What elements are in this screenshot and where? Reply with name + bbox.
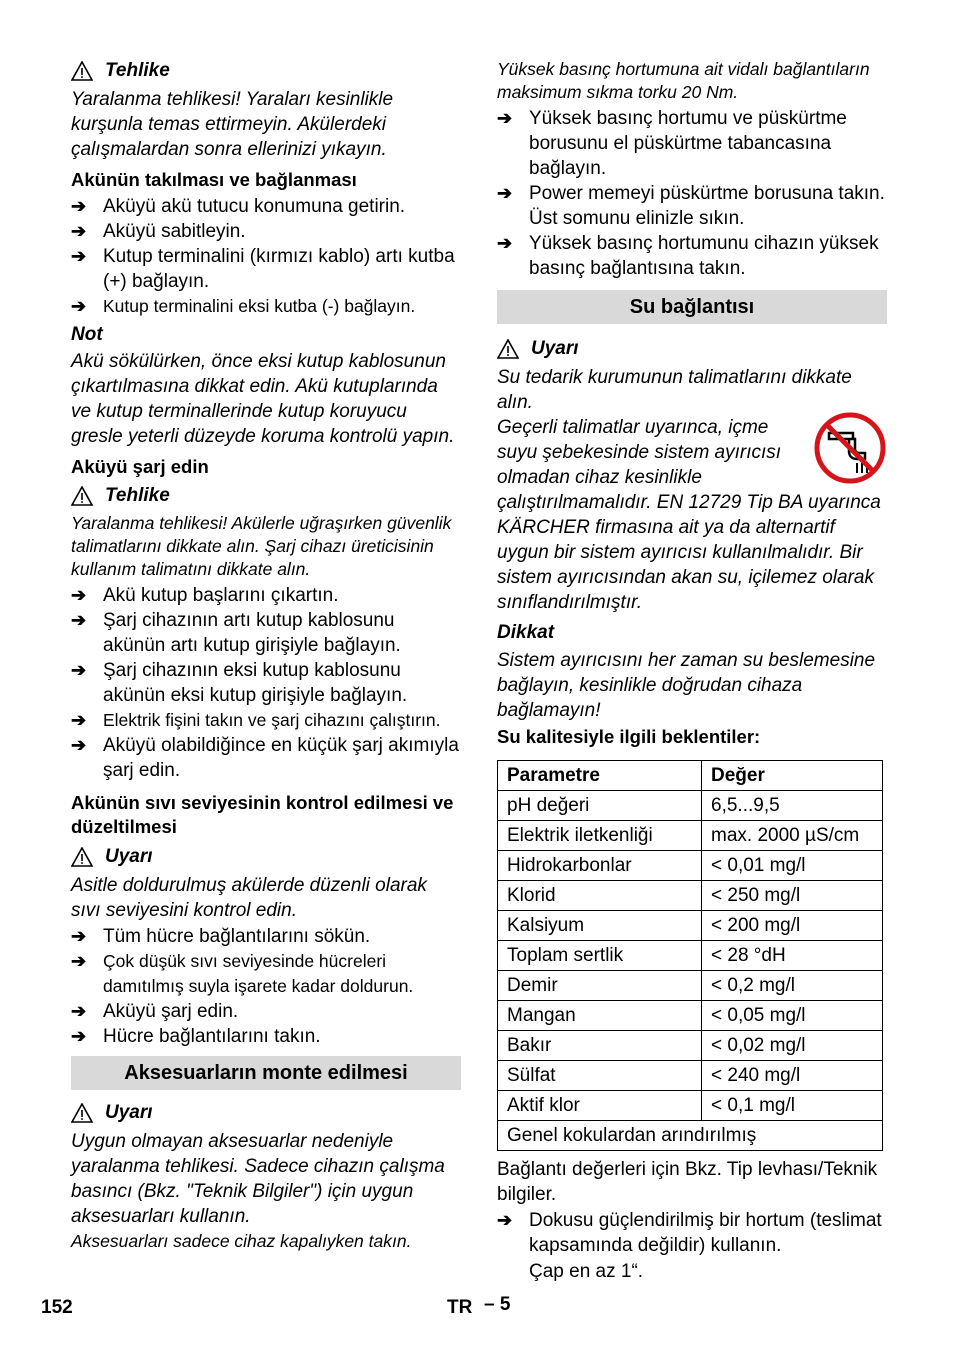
step-item [71, 583, 461, 608]
step-text: Aküyü olabildiğince en küçük şarj akımıyla şarj edin. [103, 735, 459, 781]
warning-text: Yaralanma tehlikesi! Akülerle uğraşırken güvenlik talimatlarını dikkate alın. Şarj cihazı üreticisinin kullanım talimatını dikkate alın. [71, 513, 452, 579]
table-row [498, 1031, 883, 1061]
warning-triangle-icon [71, 847, 93, 867]
arrow-right-icon: ➔ [71, 926, 87, 946]
quality-heading: Su kalitesiyle ilgili beklentiler: [497, 726, 761, 747]
value-cell: < 250 mg/l [702, 881, 883, 911]
value-cell: < 0,01 mg/l [702, 851, 883, 881]
value-cell: < 0,1 mg/l [702, 1091, 883, 1121]
section-heading: Akünün sıvı seviyesinin kontrol edilmesi ve düzeltilmesi [71, 792, 454, 837]
table-row [498, 1001, 883, 1031]
step-list [497, 106, 887, 281]
arrow-right-icon: ➔ [497, 183, 513, 203]
table-row [498, 821, 883, 851]
warning-text: Yaralanma tehlikesi! Yaraları kesinlikle kurşunla temas ettirmeyin. Akülerdeki çalışmalardan sonra ellerinizi yıkayın. [71, 89, 394, 160]
value-cell: < 0,02 mg/l [702, 1031, 883, 1061]
table-header-cell: Değer [702, 761, 883, 791]
step-item [71, 194, 461, 219]
parameter-cell: pH değeri [498, 791, 702, 821]
step-item [71, 608, 461, 658]
step-list [71, 924, 461, 1049]
arrow-right-icon: ➔ [497, 1210, 513, 1230]
parameter-cell: Kalsiyum [498, 911, 702, 941]
value-cell: < 0,2 mg/l [702, 971, 883, 1001]
arrow-right-icon: ➔ [71, 710, 87, 730]
no-drinking-water-icon [813, 411, 887, 485]
warning-title-caution-2: Uyarı [71, 1100, 461, 1125]
parameter-cell: Elektrik iletkenliği [498, 821, 702, 851]
left-column [71, 58, 461, 1254]
step-text: Aküyü şarj edin. [103, 1001, 239, 1022]
step-list [497, 1208, 887, 1258]
water-quality-table [497, 760, 883, 1151]
step-text: Şarj cihazının eksi kutup kablosunu akünün eksi kutup girişiyle bağlayın. [103, 660, 408, 706]
note-title: Not [71, 324, 103, 345]
step-item [71, 733, 461, 783]
value-cell: < 0,05 mg/l [702, 1001, 883, 1031]
warning-triangle-icon [71, 486, 93, 506]
parameter-cell: Toplam sertlik [498, 941, 702, 971]
diameter-text: Çap en az 1“. [529, 1261, 644, 1282]
step-item [71, 1024, 461, 1049]
parameter-cell: Demir [498, 971, 702, 1001]
note-text: Akü sökülürken, önce eksi kutup kablosunun çıkartılmasına dikkat edin. Akü kutuplarında ve kutup terminallerinde kutup koruyucu gresle yeterli düzeyde koruma kontrolü yapın. [71, 351, 455, 447]
parameter-cell: Mangan [498, 1001, 702, 1031]
step-text: Akü kutup başlarını çıkartın. [103, 585, 339, 606]
table-footer-row [498, 1121, 883, 1151]
step-item [71, 219, 461, 244]
table-row [498, 791, 883, 821]
step-text: Hücre bağlantılarını takın. [103, 1026, 321, 1047]
step-text: Aküyü akü tutucu konumuna getirin. [103, 196, 406, 217]
table-header-row [498, 761, 883, 791]
warning-triangle-icon [71, 1103, 93, 1123]
warning-text: Geçerli talimatlar uyarınca, içme suyu şebekesinde sistem ayırıcısı olmadan cihaz kesinlikle çalıştırılmamalıdır. EN 12729 Tip BA uyarınca KÄRCHER firmasına ait ya da alternartif uygun bir sistem ayırıcısı kullanılmalıdır. Bir sistem ayırıcısından akan su, içilemez olarak sınıflandırılmıştır. [497, 415, 885, 615]
value-cell: 6,5...9,5 [702, 791, 883, 821]
section-heading: Akünün takılması ve bağlanması [71, 169, 357, 190]
step-text: Tüm hücre bağlantılarını sökün. [103, 926, 371, 947]
step-item [71, 294, 461, 319]
warning-title-danger-2: Tehlike [71, 483, 461, 508]
table-row [498, 911, 883, 941]
step-item [497, 181, 887, 231]
language-code: TR [447, 1297, 473, 1318]
step-item [71, 999, 461, 1024]
parameter-cell: Klorid [498, 881, 702, 911]
step-text: Aküyü sabitleyin. [103, 221, 246, 242]
arrow-right-icon: ➔ [71, 296, 87, 316]
arrow-right-icon: ➔ [71, 1001, 87, 1021]
value-cell: < 28 °dH [702, 941, 883, 971]
torque-note: Yüksek basınç hortumuna ait vidalı bağlantıların maksimum sıkma torku 20 Nm. [497, 59, 870, 102]
step-item [71, 924, 461, 949]
parameter-cell: Sülfat [498, 1061, 702, 1091]
arrow-right-icon: ➔ [71, 735, 87, 755]
step-item [497, 106, 887, 181]
arrow-right-icon: ➔ [71, 951, 87, 971]
warning-text: Su tedarik kurumunun talimatlarını dikkate alın. [497, 367, 852, 413]
arrow-right-icon: ➔ [497, 233, 513, 253]
step-item [71, 658, 461, 708]
arrow-right-icon: ➔ [71, 221, 87, 241]
value-cell: < 240 mg/l [702, 1061, 883, 1091]
warning-text: Asitle doldurulmuş akülerde düzenli olarak sıvı seviyesini kontrol edin. [71, 875, 427, 921]
step-text: Çok düşük sıvı seviyesinde hücreleri damıtılmış suyla işarete kadar doldurun. [103, 951, 414, 996]
page-number: 152 [41, 1297, 73, 1318]
section-heading: Aküyü şarj edin [71, 456, 209, 477]
section-bar: Aksesuarların monte edilmesi [71, 1056, 461, 1090]
warning-title-danger-1: Tehlike [71, 58, 461, 83]
step-text: Kutup terminalini (kırmızı kablo) artı kutba (+) bağlayın. [103, 246, 455, 292]
value-cell: max. 2000 µS/cm [702, 821, 883, 851]
step-text: Elektrik fişini takın ve şarj cihazını çalıştırın. [103, 710, 441, 730]
step-item [497, 231, 887, 281]
connection-text: Bağlantı değerleri için Bkz. Tip levhası/Teknik bilgiler. [497, 1159, 878, 1205]
step-text: Yüksek basınç hortumunu cihazın yüksek basınç bağlantısına takın. [529, 233, 879, 279]
warning-text: Aksesuarları sadece cihaz kapalıyken takın. [71, 1231, 412, 1251]
warning-title-caution-1: Uyarı [71, 844, 461, 869]
table-row [498, 881, 883, 911]
table-header-cell: Parametre [498, 761, 702, 791]
parameter-cell: Hidrokarbonlar [498, 851, 702, 881]
step-text: Şarj cihazının artı kutup kablosunu akünün artı kutup girişiyle bağlayın. [103, 610, 401, 656]
warning-triangle-icon [497, 339, 519, 359]
step-list [71, 583, 461, 783]
arrow-right-icon: ➔ [71, 196, 87, 216]
table-row [498, 1091, 883, 1121]
step-item [71, 949, 461, 999]
caution-text: Sistem ayırıcısını her zaman su beslemesine bağlayın, kesinlikle doğrudan cihaza bağlamayın! [497, 650, 876, 721]
arrow-right-icon: ➔ [71, 1026, 87, 1046]
table-footer-cell: Genel kokulardan arındırılmış [498, 1121, 883, 1151]
table-row [498, 1061, 883, 1091]
step-text: Kutup terminalini eksi kutba (-) bağlayın. [103, 296, 416, 316]
table-row [498, 971, 883, 1001]
step-text: Dokusu güçlendirilmiş bir hortum (teslimat kapsamında değildir) kullanın. [529, 1210, 882, 1256]
table-row [498, 851, 883, 881]
arrow-right-icon: ➔ [71, 660, 87, 680]
arrow-right-icon: ➔ [71, 246, 87, 266]
step-item [71, 708, 461, 733]
warning-title-caution-3: Uyarı [497, 336, 887, 361]
warning-text: Uygun olmayan aksesuarlar nedeniyle yaralanma tehlikesi. Sadece cihazın çalışma basıncı (Bkz. "Teknik Bilgiler") için uygun aksesuarları kullanın. [71, 1131, 445, 1227]
warning-triangle-icon [71, 61, 93, 81]
parameter-cell: Bakır [498, 1031, 702, 1061]
value-cell: < 200 mg/l [702, 911, 883, 941]
step-text: Power memeyi püskürtme borusuna takın. Üst somunu elinizle sıkın. [529, 183, 885, 229]
table-row [498, 941, 883, 971]
step-list [71, 194, 461, 319]
step-item [71, 244, 461, 294]
arrow-right-icon: ➔ [71, 585, 87, 605]
step-text: Yüksek basınç hortumu ve püskürtme borusunu el püskürtme tabancasına bağlayın. [529, 108, 847, 179]
parameter-cell: Aktif klor [498, 1091, 702, 1121]
section-bar: Su bağlantısı [497, 290, 887, 324]
sub-page-number: – 5 [484, 1294, 511, 1315]
caution-title: Dikkat [497, 622, 555, 643]
right-column [497, 58, 887, 1284]
step-item [497, 1208, 887, 1258]
arrow-right-icon: ➔ [497, 108, 513, 128]
arrow-right-icon: ➔ [71, 610, 87, 630]
